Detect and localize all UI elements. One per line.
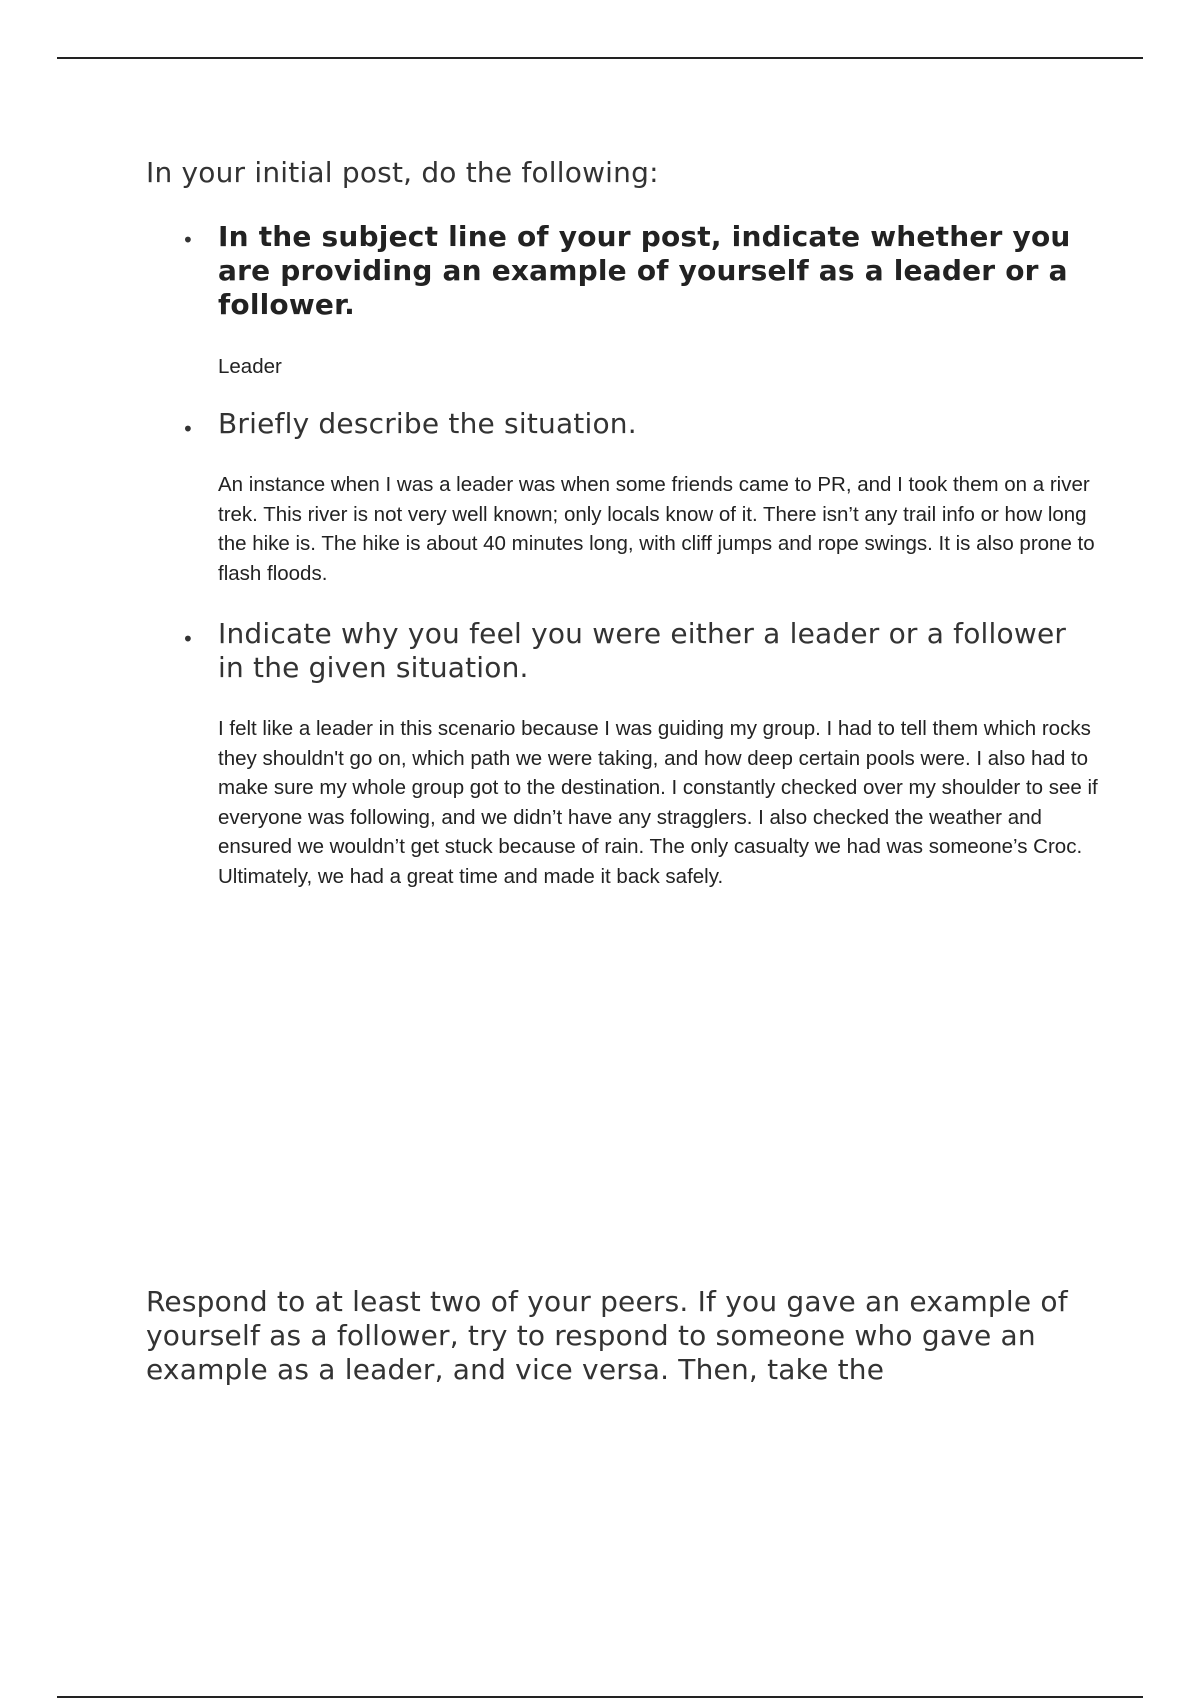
top-rule bbox=[57, 57, 1143, 59]
bottom-rule bbox=[57, 1696, 1143, 1698]
bullet-icon: • bbox=[182, 627, 194, 651]
bullet-icon: • bbox=[182, 417, 194, 441]
answer-leader: Leader bbox=[218, 355, 282, 378]
answer-situation: An instance when I was a leader was when some friends came to PR, and I took them on a river trek. This river is not very well known; only locals know of it. There isn’t any trail info or how long the hike is. The hike is about 40 minutes long, with cliff jumps and rope swings. It is also prone to flash floods. bbox=[218, 473, 1095, 585]
prompt-why-leader: Indicate why you feel you were either a leader or a follower in the given situation. bbox=[218, 617, 1067, 684]
prompt-subject-line: In the subject line of your post, indicate whether you are providing an example of yourself as a leader or a follower. bbox=[218, 220, 1071, 321]
closing-text: Respond to at least two of your peers. If you gave an example of yourself as a follower, try to respond to someone who gave an example as a leader, and vice versa. Then, take the bbox=[146, 1285, 1068, 1386]
prompt-describe-situation: Briefly describe the situation. bbox=[218, 407, 637, 440]
bullet-icon: • bbox=[182, 228, 194, 252]
answer-why-leader: I felt like a leader in this scenario because I was guiding my group. I had to tell them which rocks they shouldn't go on, which path we were taking, and how deep certain pools were. I also had to make sure my whole group got to the destination. I constantly checked over my shoulder to see if everyone was following, and we didn’t have any stragglers. I also checked the weather and ensured we wouldn’t get stuck because of rain. The only casualty we had was someone’s Croc. Ultimately, we had a great time and made it back safely. bbox=[218, 717, 1098, 888]
intro-text: In your initial post, do the following: bbox=[146, 156, 659, 189]
